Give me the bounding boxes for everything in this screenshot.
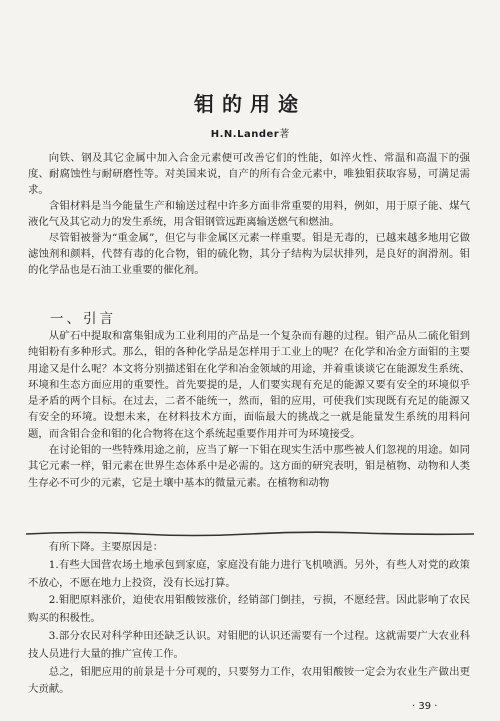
- author-suffix: 著: [279, 129, 290, 140]
- body-paragraph: 从矿石中提取和富集钼成为工业利用的产品是一个复杂而有趣的过程。钼产品从二硫化钼到纯钼粉有多种形式。那么，钼的各种化学品是怎样用于工业上的呢？在化学和冶金方面钼的主要用途又是什么呢？本文将分别描述钼在化学和冶金领域的用途，并着重谈谈它在能源发生系统、环境和生态方面应用的重要性。首先要提的是，人们要实现有充足的能源又要有安全的环境似乎是矛盾的两个目标。在过去，二者不能统一，然而，钼的应用，可使我们实现既有充足的能源又有安全的环境。设想未来，在材料技术方面，面临最大的挑战之一就是能量发生系统的用料问题，而含钼合金和钼的化合物将在这个系统起重要作用并可为环境接受。: [28, 330, 470, 440]
- body-paragraph: 1.有些大国营农场土地承包到家庭，家庭没有能力进行飞机喷洒。另外，有些人对党的政策不放心，不愿在地力上投资，没有长远打算。: [28, 558, 470, 589]
- body-paragraph: 有所下降。主要原因是：: [48, 541, 164, 553]
- page-number: · 39 ·: [412, 701, 438, 712]
- article-byline: [0, 125, 500, 140]
- abstract-paragraph: 含钼材料是当今能量生产和输送过程中许多方面非常重要的用料，例如，用于原子能、煤气液化气及其它动力的发生系统，用含钼钢管远距离输送燃气和燃油。: [28, 200, 470, 228]
- body-paragraph: 2.钼肥原料涨价，迫使农用钼酸铵涨价，经销部门倒挂，亏损，不愿经营。因此影响了农民购买的积极性。: [28, 594, 470, 625]
- abstract: [28, 150, 470, 278]
- body-text-upper: [28, 328, 470, 491]
- author-name: H.N.Lander: [210, 129, 280, 140]
- abstract-paragraph: 尽管钼被誉为“重金属”，但它与非金属区元素一样重要。钼是无毒的，已越来越多地用它做滤蚀剂和颜料，代替有毒的化合物，钼的硫化物，其分子结构为层状排列，是良好的润滑剂。钼的化学品也是石油工业重要的催化剂。: [28, 232, 470, 276]
- abstract-paragraph: 向铁、钢及其它金属中加入合金元素便可改善它们的性能，如淬火性、常温和高温下的强度、耐腐蚀性与耐研磨性等。对美国来说，自产的所有合金元素中，唯独钼获取容易，可满足需求。: [28, 152, 470, 196]
- article-title: 钼的用途: [194, 92, 306, 116]
- body-paragraph: 3.部分农民对科学种田还缺乏认识。对钼肥的认识还需要有一个过程。这就需要广大农业科技人员进行大量的推广宣传工作。: [28, 629, 470, 660]
- body-paragraph: 总之，钼肥应用的前景是十分可观的，只要努力工作，农用钼酸铵一定会为农业生产做出更大贡献。: [28, 665, 470, 696]
- body-text-lower: [28, 539, 470, 699]
- body-paragraph: 在讨论钼的一些特殊用途之前，应当了解一下钼在现实生活中那些被人们忽视的用途。如同其它元素一样，钼元素在世界生态体系中是必需的。这方面的研究表明，钼是植物、动物和人类生存必不可少的元素，它是土壤中基本的微量元素。在植物和动物: [28, 444, 470, 489]
- section-heading: 一、引言: [50, 311, 116, 327]
